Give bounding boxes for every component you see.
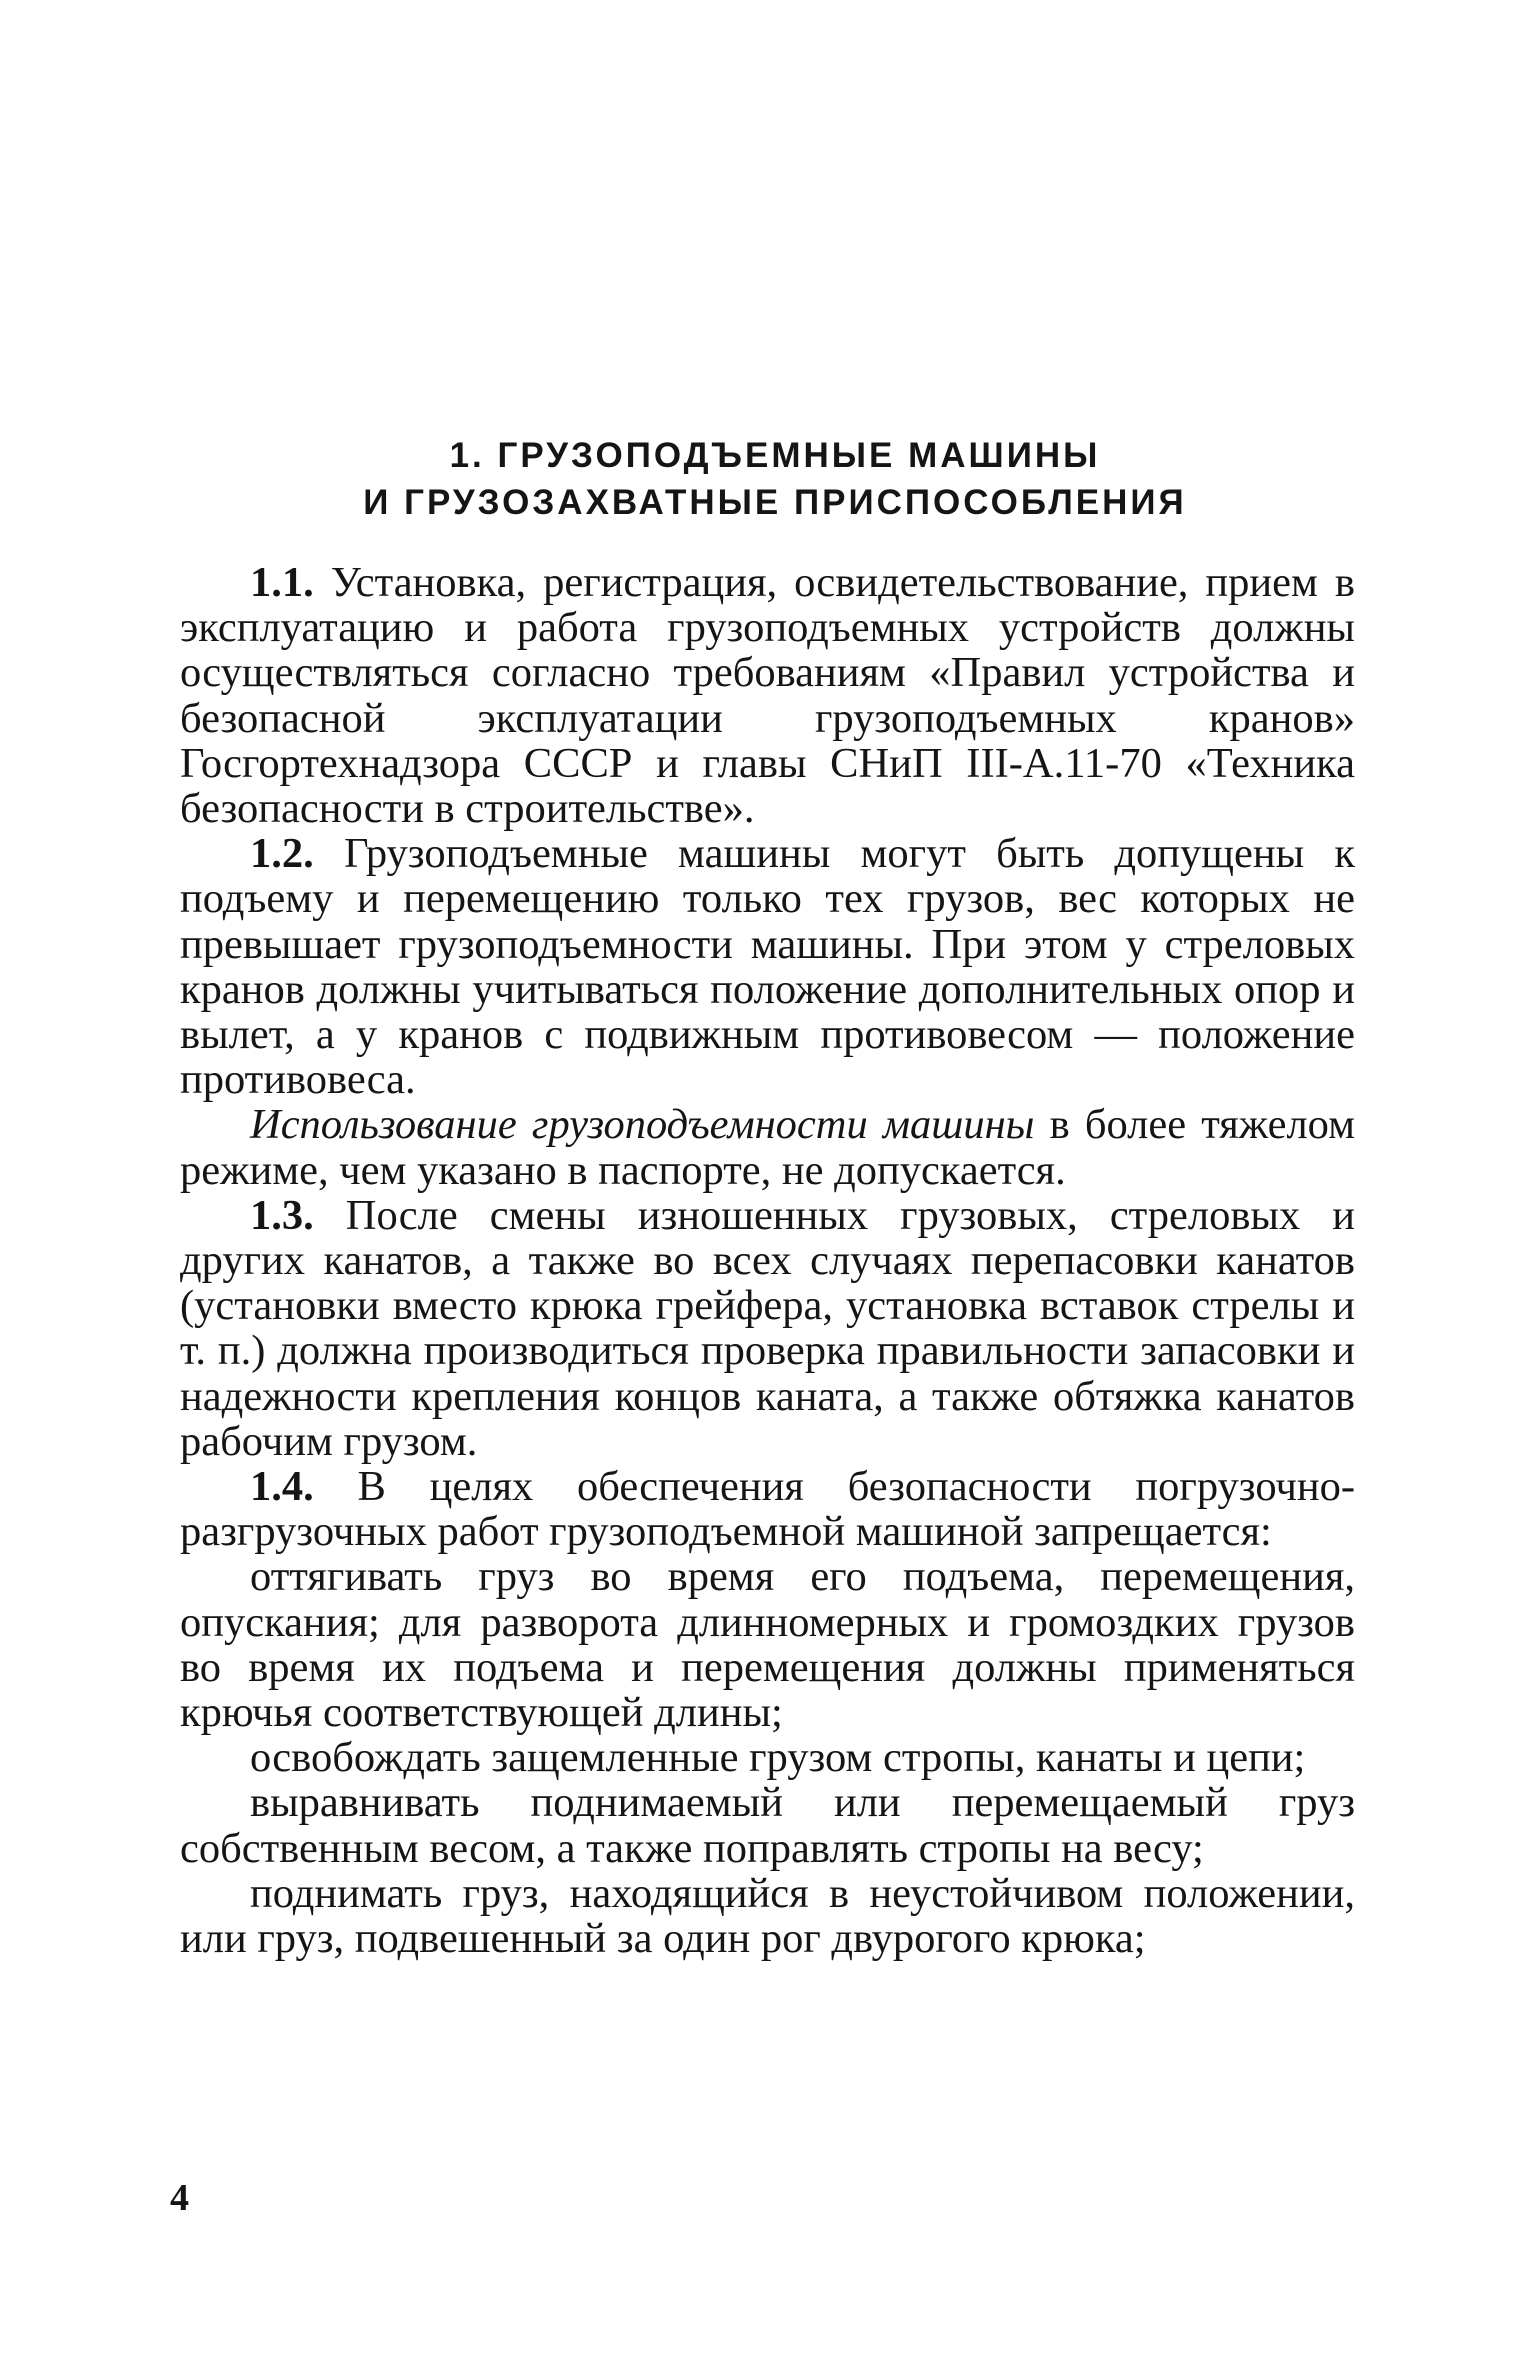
paragraph-1-2-note	[180, 1102, 1355, 1192]
paragraph-text: Грузоподъемные машины могут быть допущены к подъему и перемещению только тех грузов, вес которых не превышает грузоподъемности машины. При этом у стреловых кранов должны учитываться положение дополнительных опор и вылет, а у кранов с подвижным противовесом — положение противовеса.	[180, 830, 1356, 1104]
list-item: поднимать груз, находящийся в неустойчивом положении, или груз, подвешенный за один рог двурогого крюка;	[180, 1869, 1355, 1963]
paragraph-text: В целях обеспечения безопасности погрузочно-разгрузочных работ грузоподъемной машиной запрещается:	[180, 1463, 1356, 1556]
paragraph-text: После смены изношенных грузовых, стреловых и других канатов, а также во всех случаях перепасовки канатов (установки вместо крюка грейфера, установка вставок стрелы и т. п.) должна производиться проверка правильности запасовки и надежности крепления концов каната, а также обтяжка канатов рабочим грузом.	[180, 1191, 1355, 1465]
list-item: оттягивать груз во время его подъема, перемещения, опускания; для разворота длинномерных и громоздких грузов во время их подъема и перемещения должны применяться крючья соответствующей длины;	[180, 1553, 1355, 1737]
section-heading	[300, 432, 1250, 526]
clause-number: 1.1.	[250, 559, 314, 606]
heading-line-1: 1. ГРУЗОПОДЪЕМНЫЕ МАШИНЫ	[449, 436, 1101, 475]
body-text	[180, 560, 1355, 1961]
page-number: 4	[170, 2177, 189, 2219]
paragraph-1-1	[180, 560, 1355, 831]
paragraph-text: Установка, регистрация, освидетельствование, прием в эксплуатацию и работа грузоподъемных устройств должны осуществляться согласно требованиям «Правил устройства и безопасной эксплуатации грузоподъемных кранов» Госгортехнадзора СССР и главы СНиП III-А.11-70 «Техника безопасности в строительстве».	[180, 559, 1355, 833]
paragraph-1-2	[180, 831, 1355, 1102]
paragraph-1-4	[180, 1464, 1355, 1554]
italic-phrase: Использование грузоподъемности машины	[250, 1101, 1035, 1149]
heading-line-2: И ГРУЗОЗАХВАТНЫЕ ПРИСПОСОБЛЕНИЯ	[363, 483, 1187, 522]
list-item: выравнивать поднимаемый или перемещаемый груз собственным весом, а также поправлять стропы на весу;	[180, 1779, 1355, 1872]
list-item: освобождать защемленные грузом стропы, канаты и цепи;	[250, 1734, 1306, 1782]
paragraph-1-3	[180, 1193, 1355, 1464]
clause-number: 1.3.	[250, 1191, 314, 1239]
paragraph-text: в более тяжелом режиме, чем указано в паспорте, не допускается.	[180, 1101, 1355, 1194]
clause-number: 1.4.	[250, 1463, 314, 1511]
clause-number: 1.2.	[250, 830, 314, 878]
